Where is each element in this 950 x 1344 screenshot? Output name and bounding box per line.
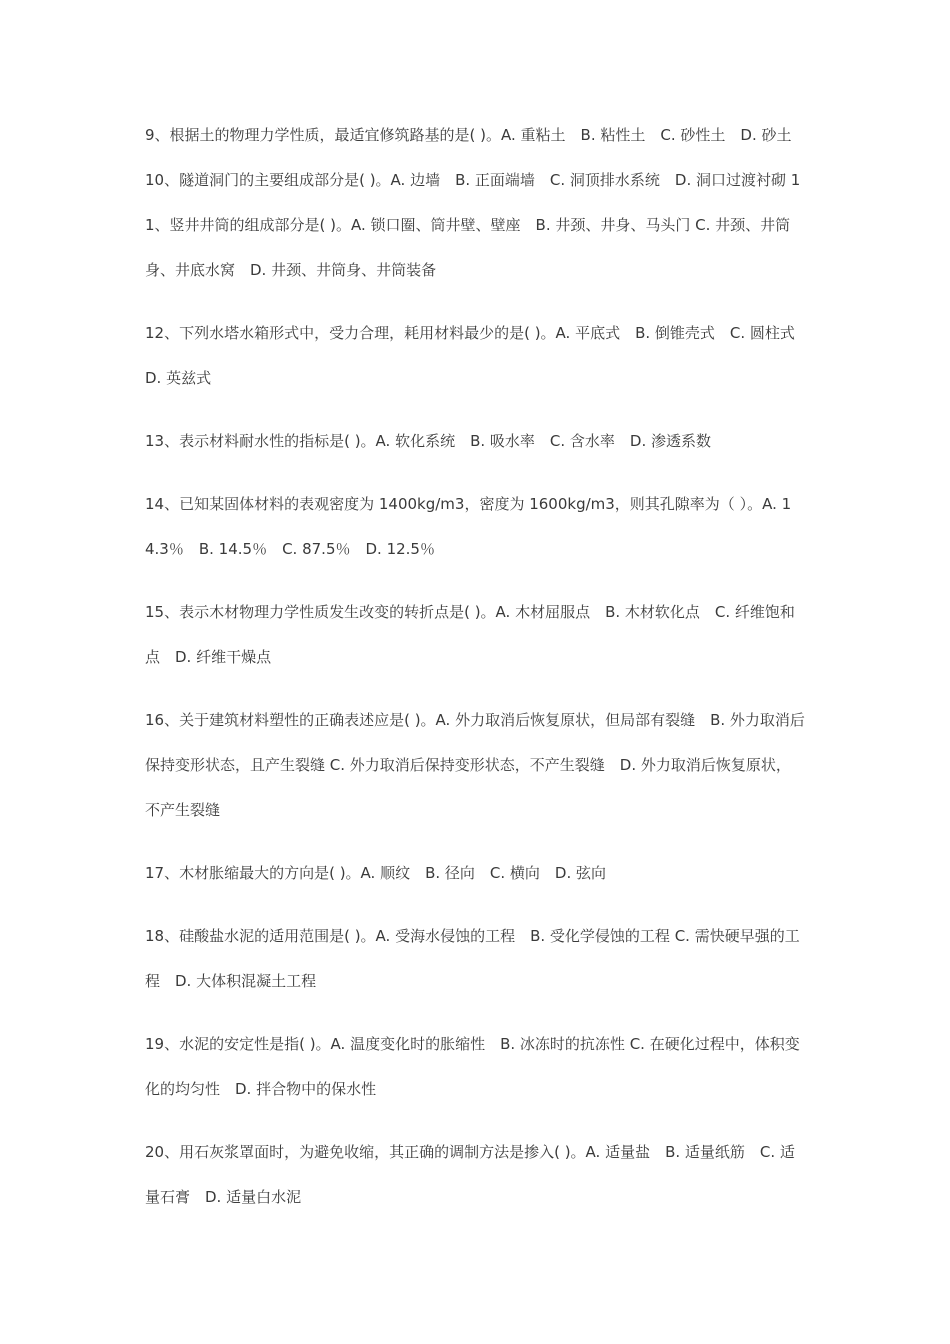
question-paragraph-9-11: 9、根据土的物理力学性质，最适宜修筑路基的是( )。A. 重粘土 B. 粘性土 C. 砂性土 D. 砂土 10、隧道洞门的主要组成部分是( )。A. 边墙 B. 正面端墙 C. 洞顶排水系统 D. 洞口过渡衬砌 11、竖井井筒的组成部分是( )。A. 锁口圈、筒井壁、壁座 B. 井颈、井身、马头门 C. 井颈、井筒身、井底水窝 D. 井颈、井筒身、井筒装备 — [145, 126, 801, 279]
question-paragraph-18: 18、硅酸盐水泥的适用范围是( )。A. 受海水侵蚀的工程 B. 受化学侵蚀的工程 C. 需快硬早强的工程 D. 大体积混凝土工程 — [145, 927, 800, 990]
question-paragraph-17: 17、木材胀缩最大的方向是( )。A. 顺纹 B. 径向 C. 横向 D. 弦向 — [145, 864, 607, 882]
question-paragraph-19: 19、水泥的安定性是指( )。A. 温度变化时的胀缩性 B. 冰冻时的抗冻性 C. 在硬化过程中，体积变化的均匀性 D. 拌合物中的保水性 — [145, 1035, 800, 1098]
document-body — [145, 113, 810, 1238]
question-paragraph-16: 16、关于建筑材料塑性的正确表述应是( )。A. 外力取消后恢复原状，但局部有裂缝 B. 外力取消后保持变形状态，且产生裂缝 C. 外力取消后保持变形状态，不产生裂缝 D. 外力取消后恢复原状，不产生裂缝 — [145, 711, 805, 819]
question-paragraph-13: 13、表示材料耐水性的指标是( )。A. 软化系统 B. 吸水率 C. 含水率 D. 渗透系数 — [145, 432, 712, 450]
question-paragraph-12: 12、下列水塔水箱形式中，受力合理，耗用材料最少的是( )。A. 平底式 B. 倒锥壳式 C. 圆柱式 D. 英兹式 — [145, 324, 810, 387]
question-paragraph-20: 20、用石灰浆罩面时，为避免收缩，其正确的调制方法是掺入( )。A. 适量盐 B. 适量纸筋 C. 适量石膏 D. 适量白水泥 — [145, 1143, 795, 1206]
question-paragraph-14: 14、已知某固体材料的表观密度为 1400kg/m3，密度为 1600kg/m3，则其孔隙率为（ ）。A. 14.3％ B. 14.5％ C. 87.5％ D. 12.5％ — [145, 495, 792, 558]
question-paragraph-15: 15、表示木材物理力学性质发生改变的转折点是( )。A. 木材屈服点 B. 木材软化点 C. 纤维饱和点 D. 纤维干燥点 — [145, 603, 795, 666]
